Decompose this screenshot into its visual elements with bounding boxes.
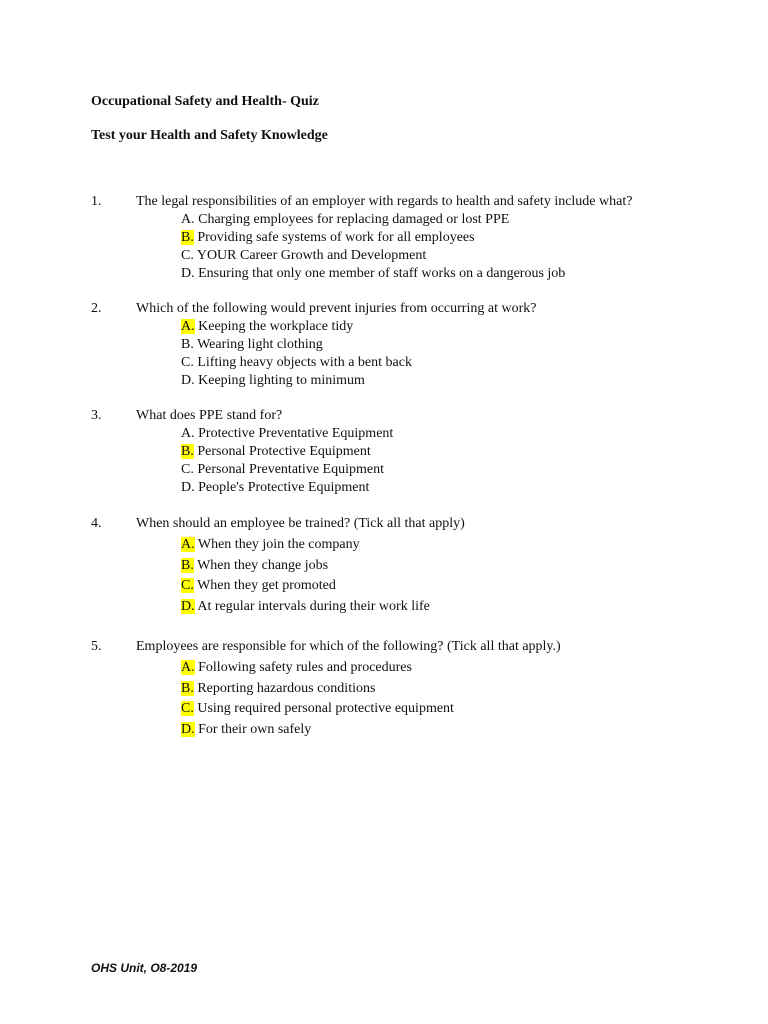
option-d (181, 720, 454, 741)
option-letter: A. (181, 660, 195, 675)
option-text: Reporting hazardous conditions (197, 680, 376, 696)
option-letter: C. (181, 248, 194, 263)
option-letter: D. (181, 480, 195, 495)
option-text: Wearing light clothing (197, 337, 323, 352)
option-letter: D. (181, 373, 195, 388)
option-letter: D. (181, 721, 195, 737)
question-text: The legal responsibilities of an employer with regards to health and safety include what? (136, 194, 633, 209)
option-letter: B. (181, 557, 194, 573)
option-a (181, 658, 454, 679)
option-c (181, 354, 412, 372)
option-d (181, 372, 412, 390)
option-d (181, 479, 393, 497)
option-c (181, 461, 393, 479)
page-subtitle: Test your Health and Safety Knowledge (91, 128, 328, 143)
option-b (181, 443, 393, 461)
option-text: Charging employees for replacing damaged or lost PPE (198, 212, 510, 227)
question-text: When should an employee be trained? (Tick all that apply) (136, 516, 465, 531)
option-letter: B. (181, 680, 194, 696)
question-text: Employees are responsible for which of the following? (Tick all that apply.) (136, 639, 561, 654)
option-a (181, 425, 393, 443)
option-text: When they change jobs (197, 557, 329, 573)
option-a (181, 535, 430, 556)
option-text: Personal Preventative Equipment (197, 462, 384, 477)
option-b (181, 336, 412, 354)
option-text: For their own safely (198, 721, 312, 737)
option-text: Personal Protective Equipment (197, 444, 371, 459)
option-list (181, 318, 412, 390)
question-number: 2. (91, 301, 102, 316)
option-c (181, 247, 565, 265)
option-text: At regular intervals during their work life (197, 598, 430, 614)
question-text: Which of the following would prevent injuries from occurring at work? (136, 301, 537, 316)
option-text: When they get promoted (197, 578, 336, 593)
option-letter: C. (181, 701, 194, 716)
option-a (181, 211, 565, 229)
option-list (181, 658, 454, 740)
option-list (181, 425, 393, 497)
option-text: Lifting heavy objects with a bent back (197, 355, 412, 370)
option-letter: B. (181, 230, 194, 245)
option-letter: A. (181, 319, 195, 334)
option-text: Providing safe systems of work for all employees (197, 230, 475, 245)
question-number: 5. (91, 639, 102, 654)
option-letter: A. (181, 212, 195, 227)
question-text: What does PPE stand for? (136, 408, 283, 423)
option-letter: A. (181, 426, 195, 441)
option-c (181, 699, 454, 720)
option-list (181, 535, 430, 617)
option-text: YOUR Career Growth and Development (196, 248, 427, 263)
option-text: Following safety rules and procedures (198, 660, 412, 675)
page-title: Occupational Safety and Health- Quiz (91, 94, 319, 109)
option-letter: D. (181, 266, 195, 281)
option-d (181, 597, 430, 618)
option-letter: B. (181, 337, 194, 352)
footer-text: OHS Unit, O8-2019 (91, 961, 198, 975)
option-letter: A. (181, 537, 195, 552)
option-text: Ensuring that only one member of staff works on a dangerous job (198, 266, 566, 281)
option-letter: C. (181, 355, 194, 370)
option-list (181, 211, 565, 283)
option-text: Keeping lighting to minimum (198, 373, 365, 388)
option-text: Keeping the workplace tidy (198, 319, 354, 334)
option-text: Protective Preventative Equipment (198, 426, 394, 441)
question-number: 1. (91, 194, 102, 209)
option-letter: B. (181, 444, 194, 459)
option-text: Using required personal protective equipment (197, 701, 454, 716)
option-letter: C. (181, 578, 194, 593)
option-a (181, 318, 412, 336)
option-b (181, 679, 454, 700)
option-c (181, 576, 430, 597)
option-b (181, 556, 430, 577)
question-number: 4. (91, 516, 102, 531)
option-b (181, 229, 565, 247)
option-text: People's Protective Equipment (198, 480, 370, 495)
option-text: When they join the company (197, 537, 360, 552)
option-d (181, 265, 565, 283)
option-letter: D. (181, 598, 195, 614)
option-letter: C. (181, 462, 194, 477)
question-number: 3. (91, 408, 102, 423)
